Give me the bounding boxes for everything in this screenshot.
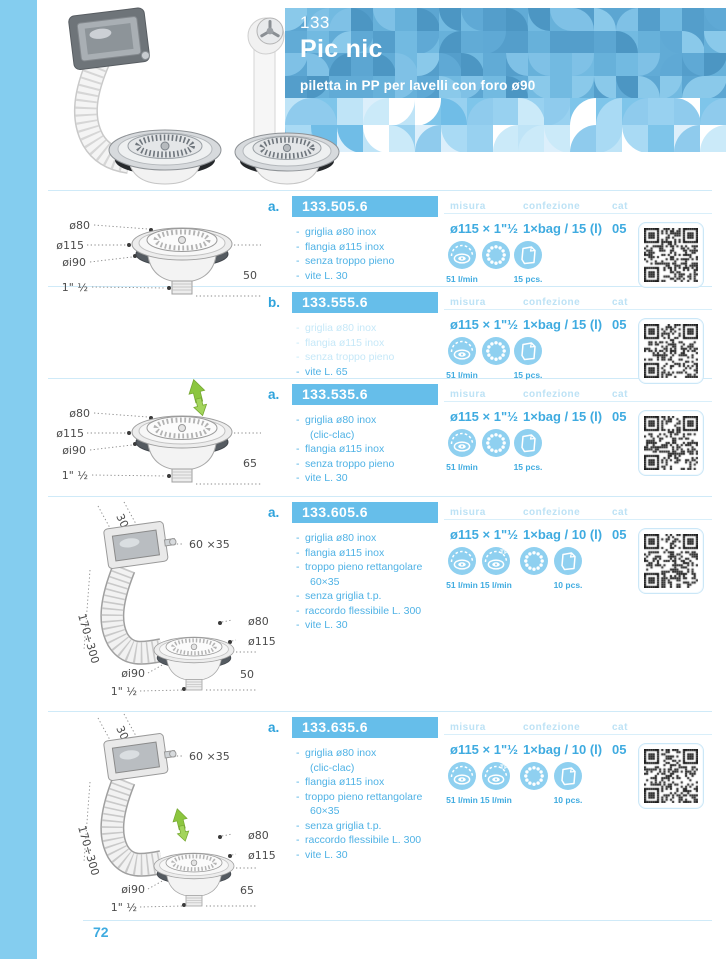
column-header-misura: misura: [450, 389, 486, 400]
feature-item: 60×35: [310, 575, 340, 588]
product-index: b.: [268, 295, 280, 310]
dim-inch: 1" ½: [110, 901, 137, 914]
column-header-misura: misura: [450, 297, 486, 308]
feature-item: - senza troppo pieno: [296, 254, 454, 269]
dotted-circle-icon: [481, 428, 511, 458]
product-photos: [37, 0, 342, 190]
footer-divider: [83, 920, 712, 921]
pieces-label: 10 pcs.: [553, 580, 583, 590]
misura-value: ø115 × 1"½: [450, 409, 518, 424]
confezione-value: 1×bag / 10 (l): [523, 527, 603, 542]
feature-item: - flangia ø115 inox: [296, 240, 454, 255]
dim-range: 170÷300: [75, 824, 102, 878]
bag-icon: [513, 428, 543, 458]
bag-icon: [553, 761, 583, 791]
confezione-value: 1×bag / 15 (l): [523, 317, 603, 332]
series-code: 133: [300, 13, 330, 32]
column-header-misura: misura: [450, 722, 486, 733]
feature-list: [296, 531, 454, 633]
qr-code: [638, 410, 704, 476]
photo-strainer-flex-hose: [68, 7, 221, 184]
cat-value: 05: [612, 742, 627, 757]
flow-rate-label: 51 l/min: [446, 580, 478, 590]
section-divider: [48, 496, 712, 497]
series-subtitle: piletta in PP per lavelli con foro ø90: [300, 78, 536, 93]
technical-drawing-4: [36, 712, 278, 918]
bag-icon: [553, 546, 583, 576]
product-index: a.: [268, 199, 280, 214]
flow-rate-label: 51 l/min: [446, 795, 478, 805]
feature-item: - troppo pieno rettangolare: [296, 790, 454, 805]
column-header-confezione: confezione: [523, 507, 581, 518]
dotted-circle-icon: [481, 336, 511, 366]
feature-item: - senza troppo pieno: [296, 457, 454, 472]
product-index: a.: [268, 505, 280, 520]
misura-value: ø115 × 1"½: [450, 221, 518, 236]
feature-item: - vite L. 30: [296, 618, 454, 633]
page-number: 72: [93, 924, 109, 940]
misura-value: ø115 × 1"½: [450, 742, 518, 757]
confezione-value: 1×bag / 15 (l): [523, 221, 603, 236]
dim-d80: ø80: [69, 407, 90, 420]
dim-d115: ø115: [248, 849, 276, 862]
dim-overflow: 60 ×35: [189, 750, 230, 763]
column-header-cat: cat: [612, 722, 628, 733]
product-code-band: [292, 717, 438, 738]
feature-item: - vite L. 30: [296, 269, 454, 284]
dim-height: 65: [240, 884, 254, 897]
confezione-value: 1×bag / 10 (l): [523, 742, 603, 757]
column-header-cat: cat: [612, 201, 628, 212]
dim-d115: ø115: [248, 635, 276, 648]
qr-code: [638, 528, 704, 594]
feature-item: - senza griglia t.p.: [296, 819, 454, 834]
dotted-circle-icon: [481, 240, 511, 270]
technical-drawing-2: [50, 376, 265, 488]
flow-rate-icon: [447, 336, 477, 366]
dim-overflow: 60 ×35: [189, 538, 230, 551]
confezione-value: 1×bag / 15 (l): [523, 409, 603, 424]
qr-code: [638, 743, 704, 809]
feature-item: - griglia ø80 inox: [296, 413, 454, 428]
misura-value: ø115 × 1"½: [450, 317, 518, 332]
product-code-band: [292, 502, 438, 523]
dim-di90: øi90: [121, 667, 145, 680]
pieces-label: 15 pcs.: [513, 370, 543, 380]
cat-value: 05: [612, 409, 627, 424]
feature-item: (clic-clac): [310, 428, 355, 441]
dim-di90: øi90: [62, 256, 86, 269]
dim-d115: ø115: [56, 239, 84, 252]
dim-inch: 1" ½: [61, 281, 88, 294]
column-header-confezione: confezione: [523, 201, 581, 212]
product-code: 133.555.6: [302, 294, 368, 310]
cat-value: 05: [612, 527, 627, 542]
feature-item: - griglia ø80 inox: [296, 746, 454, 761]
flow-rate-icon: [447, 546, 477, 576]
feature-item: - flangia ø115 inox: [296, 442, 454, 457]
svg-text:TP: TP: [500, 549, 509, 556]
feature-item: - senza griglia t.p.: [296, 589, 454, 604]
clic-clac-arrow-icon: [186, 378, 210, 418]
clic-clac-arrow-icon: [170, 807, 192, 843]
dim-range: 170÷300: [75, 612, 102, 666]
dim-height: 65: [243, 457, 257, 470]
dim-d80: ø80: [248, 829, 269, 842]
left-accent-strip: [0, 0, 37, 959]
dim-d80: ø80: [69, 219, 90, 232]
dim-height: 50: [243, 269, 257, 282]
dim-height: 50: [240, 668, 254, 681]
column-underline: [444, 309, 712, 310]
series-title: Pic nic: [300, 35, 383, 63]
flow-rate-tp-label: 15 l/min: [480, 580, 512, 590]
dim-di90: øi90: [62, 444, 86, 457]
flow-rate-icon: [447, 428, 477, 458]
misura-value: ø115 × 1"½: [450, 527, 518, 542]
bag-icon: [513, 240, 543, 270]
flow-rate-label: 51 l/min: [446, 274, 478, 284]
feature-item: - senza troppo pieno: [296, 350, 454, 365]
column-header-cat: cat: [612, 507, 628, 518]
dim-inch: 1" ½: [61, 469, 88, 482]
technical-drawing-1: [50, 204, 265, 300]
pieces-label: 10 pcs.: [553, 795, 583, 805]
product-code: 133.635.6: [302, 719, 368, 735]
photo-strainer-rigid-pipe: [235, 18, 339, 184]
qr-code: [638, 318, 704, 384]
product-code-band: [292, 196, 438, 217]
feature-item: - flangia ø115 inox: [296, 336, 454, 351]
bag-icon: [513, 336, 543, 366]
flow-rate-tp-label: 15 l/min: [480, 795, 512, 805]
dim-di90: øi90: [121, 883, 145, 896]
flow-rate-label: 51 l/min: [446, 462, 478, 472]
flow-rate-tp-icon: [481, 546, 511, 576]
cat-value: 05: [612, 317, 627, 332]
feature-item: - raccordo flessibile L. 300: [296, 833, 454, 848]
feature-list: [296, 413, 454, 486]
product-code: 133.605.6: [302, 504, 368, 520]
product-index: a.: [268, 720, 280, 735]
column-header-confezione: confezione: [523, 722, 581, 733]
dim-inch: 1" ½: [110, 685, 137, 698]
dim-d115: ø115: [56, 427, 84, 440]
section-divider: [48, 190, 712, 191]
feature-item: - vite L. 65: [296, 365, 454, 380]
cat-value: 05: [612, 221, 627, 236]
dim-30: 30: [113, 723, 131, 742]
column-header-cat: cat: [612, 297, 628, 308]
flow-rate-tp-icon: [481, 761, 511, 791]
feature-item: - griglia ø80 inox: [296, 531, 454, 546]
dim-d80: ø80: [248, 615, 269, 628]
feature-item: - raccordo flessibile L. 300: [296, 604, 454, 619]
feature-item: 60×35: [310, 805, 340, 817]
dim-30: 30: [113, 511, 131, 530]
technical-drawing-3: [36, 500, 278, 702]
svg-text:TP: TP: [500, 764, 509, 771]
column-underline: [444, 213, 712, 214]
feature-list: [296, 746, 454, 862]
feature-item: (clic-clac): [310, 761, 355, 774]
product-index: a.: [268, 387, 280, 402]
column-underline: [444, 734, 712, 735]
product-code: 133.505.6: [302, 198, 368, 214]
flow-rate-label: 51 l/min: [446, 370, 478, 380]
feature-item: - flangia ø115 inox: [296, 546, 454, 561]
flow-rate-icon: [447, 240, 477, 270]
pieces-label: 15 pcs.: [513, 462, 543, 472]
column-header-cat: cat: [612, 389, 628, 400]
feature-item: - griglia ø80 inox: [296, 321, 454, 336]
column-header-confezione: confezione: [523, 389, 581, 400]
feature-item: - vite L. 30: [296, 471, 454, 486]
feature-list: [296, 321, 454, 379]
feature-item: - vite L. 30: [296, 848, 454, 863]
dotted-circle-icon: [519, 761, 549, 791]
product-code: 133.535.6: [302, 386, 368, 402]
column-header-misura: misura: [450, 201, 486, 212]
feature-list: [296, 225, 454, 283]
qr-code: [638, 222, 704, 288]
product-code-band: [292, 292, 438, 313]
dotted-circle-icon: [519, 546, 549, 576]
header-mosaic-light: [285, 98, 726, 152]
pieces-label: 15 pcs.: [513, 274, 543, 284]
feature-item: - flangia ø115 inox: [296, 775, 454, 790]
column-underline: [444, 519, 712, 520]
column-header-misura: misura: [450, 507, 486, 518]
flow-rate-icon: [447, 761, 477, 791]
product-code-band: [292, 384, 438, 405]
column-underline: [444, 401, 712, 402]
feature-item: - griglia ø80 inox: [296, 225, 454, 240]
feature-item: - troppo pieno rettangolare: [296, 560, 454, 575]
column-header-confezione: confezione: [523, 297, 581, 308]
